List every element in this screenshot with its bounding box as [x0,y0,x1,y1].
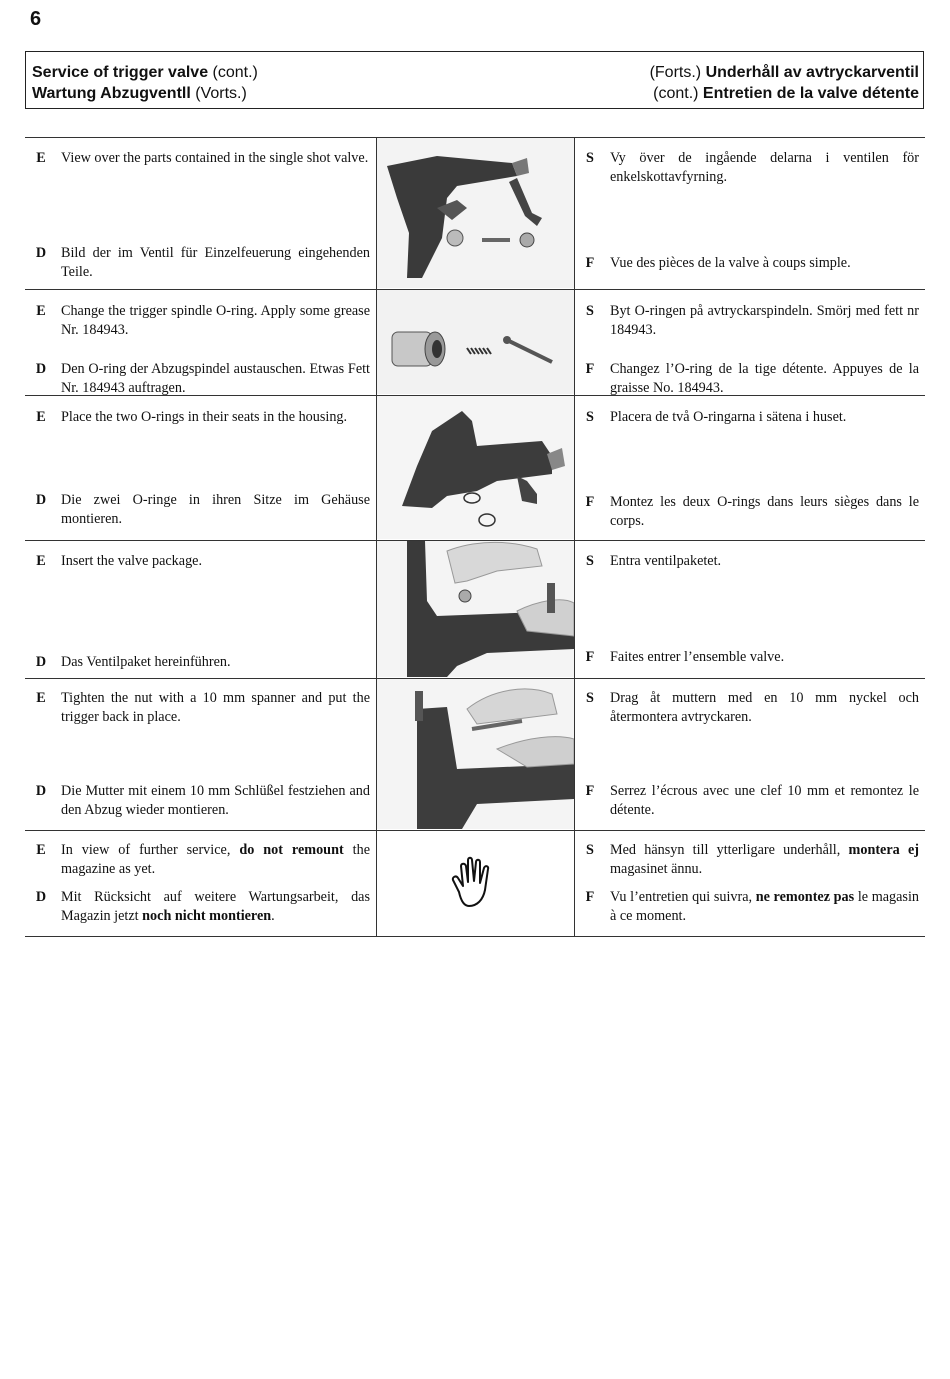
tool-with-parts-photo [377,138,574,288]
column-divider [574,137,575,937]
header-title-sv: (Forts.) Underhåll av avtryckarventil [649,64,919,81]
header-title-de: Wartung Abzugventll (Vorts.) [32,85,247,102]
page-header [25,51,924,109]
instruction-table: E View over the parts contained in the single shot valve. D Bild der im Ventil für Einzelfeuerung eingehenden Teile. S Vy över de ingående delarna i ventilen för enkelskottavfyrning. F Vue des pièces de la valve à coups simple. E Change the trigger spindle O-ring. Apply some grease Nr. 184943. D Den O-ring der Abzugspindel austauschen. Etwas Fett Nr. 184943 auftragen. S Byt O-ringen på avtryckarspindeln. Smörj med fett nr 184943. F Changez l’O-ring de la tige détente. Appuyes de la graisse No. 184943. E Place the two O-rings in their seats in the housing. D Die zwei O-ringe in ihren Sitze im Gehäuse montieren. S Placera de två O-ringarna i sätena i huset. F Montez les deux O-rings dans leurs sièges dans le corps. E Insert the valve package. D Das Ventilpaket hereinführen. S Entra ventilpaketet. F Faites entrer l’ensemble valve. E Tighten the nut with a 10 mm spanner and put the trigger back in place. D Die Mutter mit einem 10 mm Schlüßel festziehen and den Abzug wieder montieren. S Drag åt muttern med en 10 mm nyckel och återmontera avtryckaren. F Serrez l’écrous avec une clef 10 mm et remontez le détente. E In view of further service, do not remount the magazine as yet. D Mit Rücksicht auf weitere Wartungsarbeit, das Magazin jetzt noch nicht montieren. S Med hänsyn till ytterligare underhåll, montera ej magasinet ännu. F Vu l’entretien qui suivra, ne remontez pas le magasin à ce moment. [25,137,925,937]
stop-hand-icon [445,852,505,912]
hands-tightening-nut-photo [377,679,574,829]
header-title-fr: (cont.) Entretien de la valve détente [653,85,919,102]
hands-inserting-valve-photo [377,541,574,677]
tool-with-o-rings-photo [377,396,574,539]
row-divider [25,936,925,937]
page-number: 6 [30,8,42,30]
header-title-en: Service of trigger valve (cont.) [32,64,258,81]
valve-parts-photo [377,290,574,394]
row-divider [25,830,925,831]
